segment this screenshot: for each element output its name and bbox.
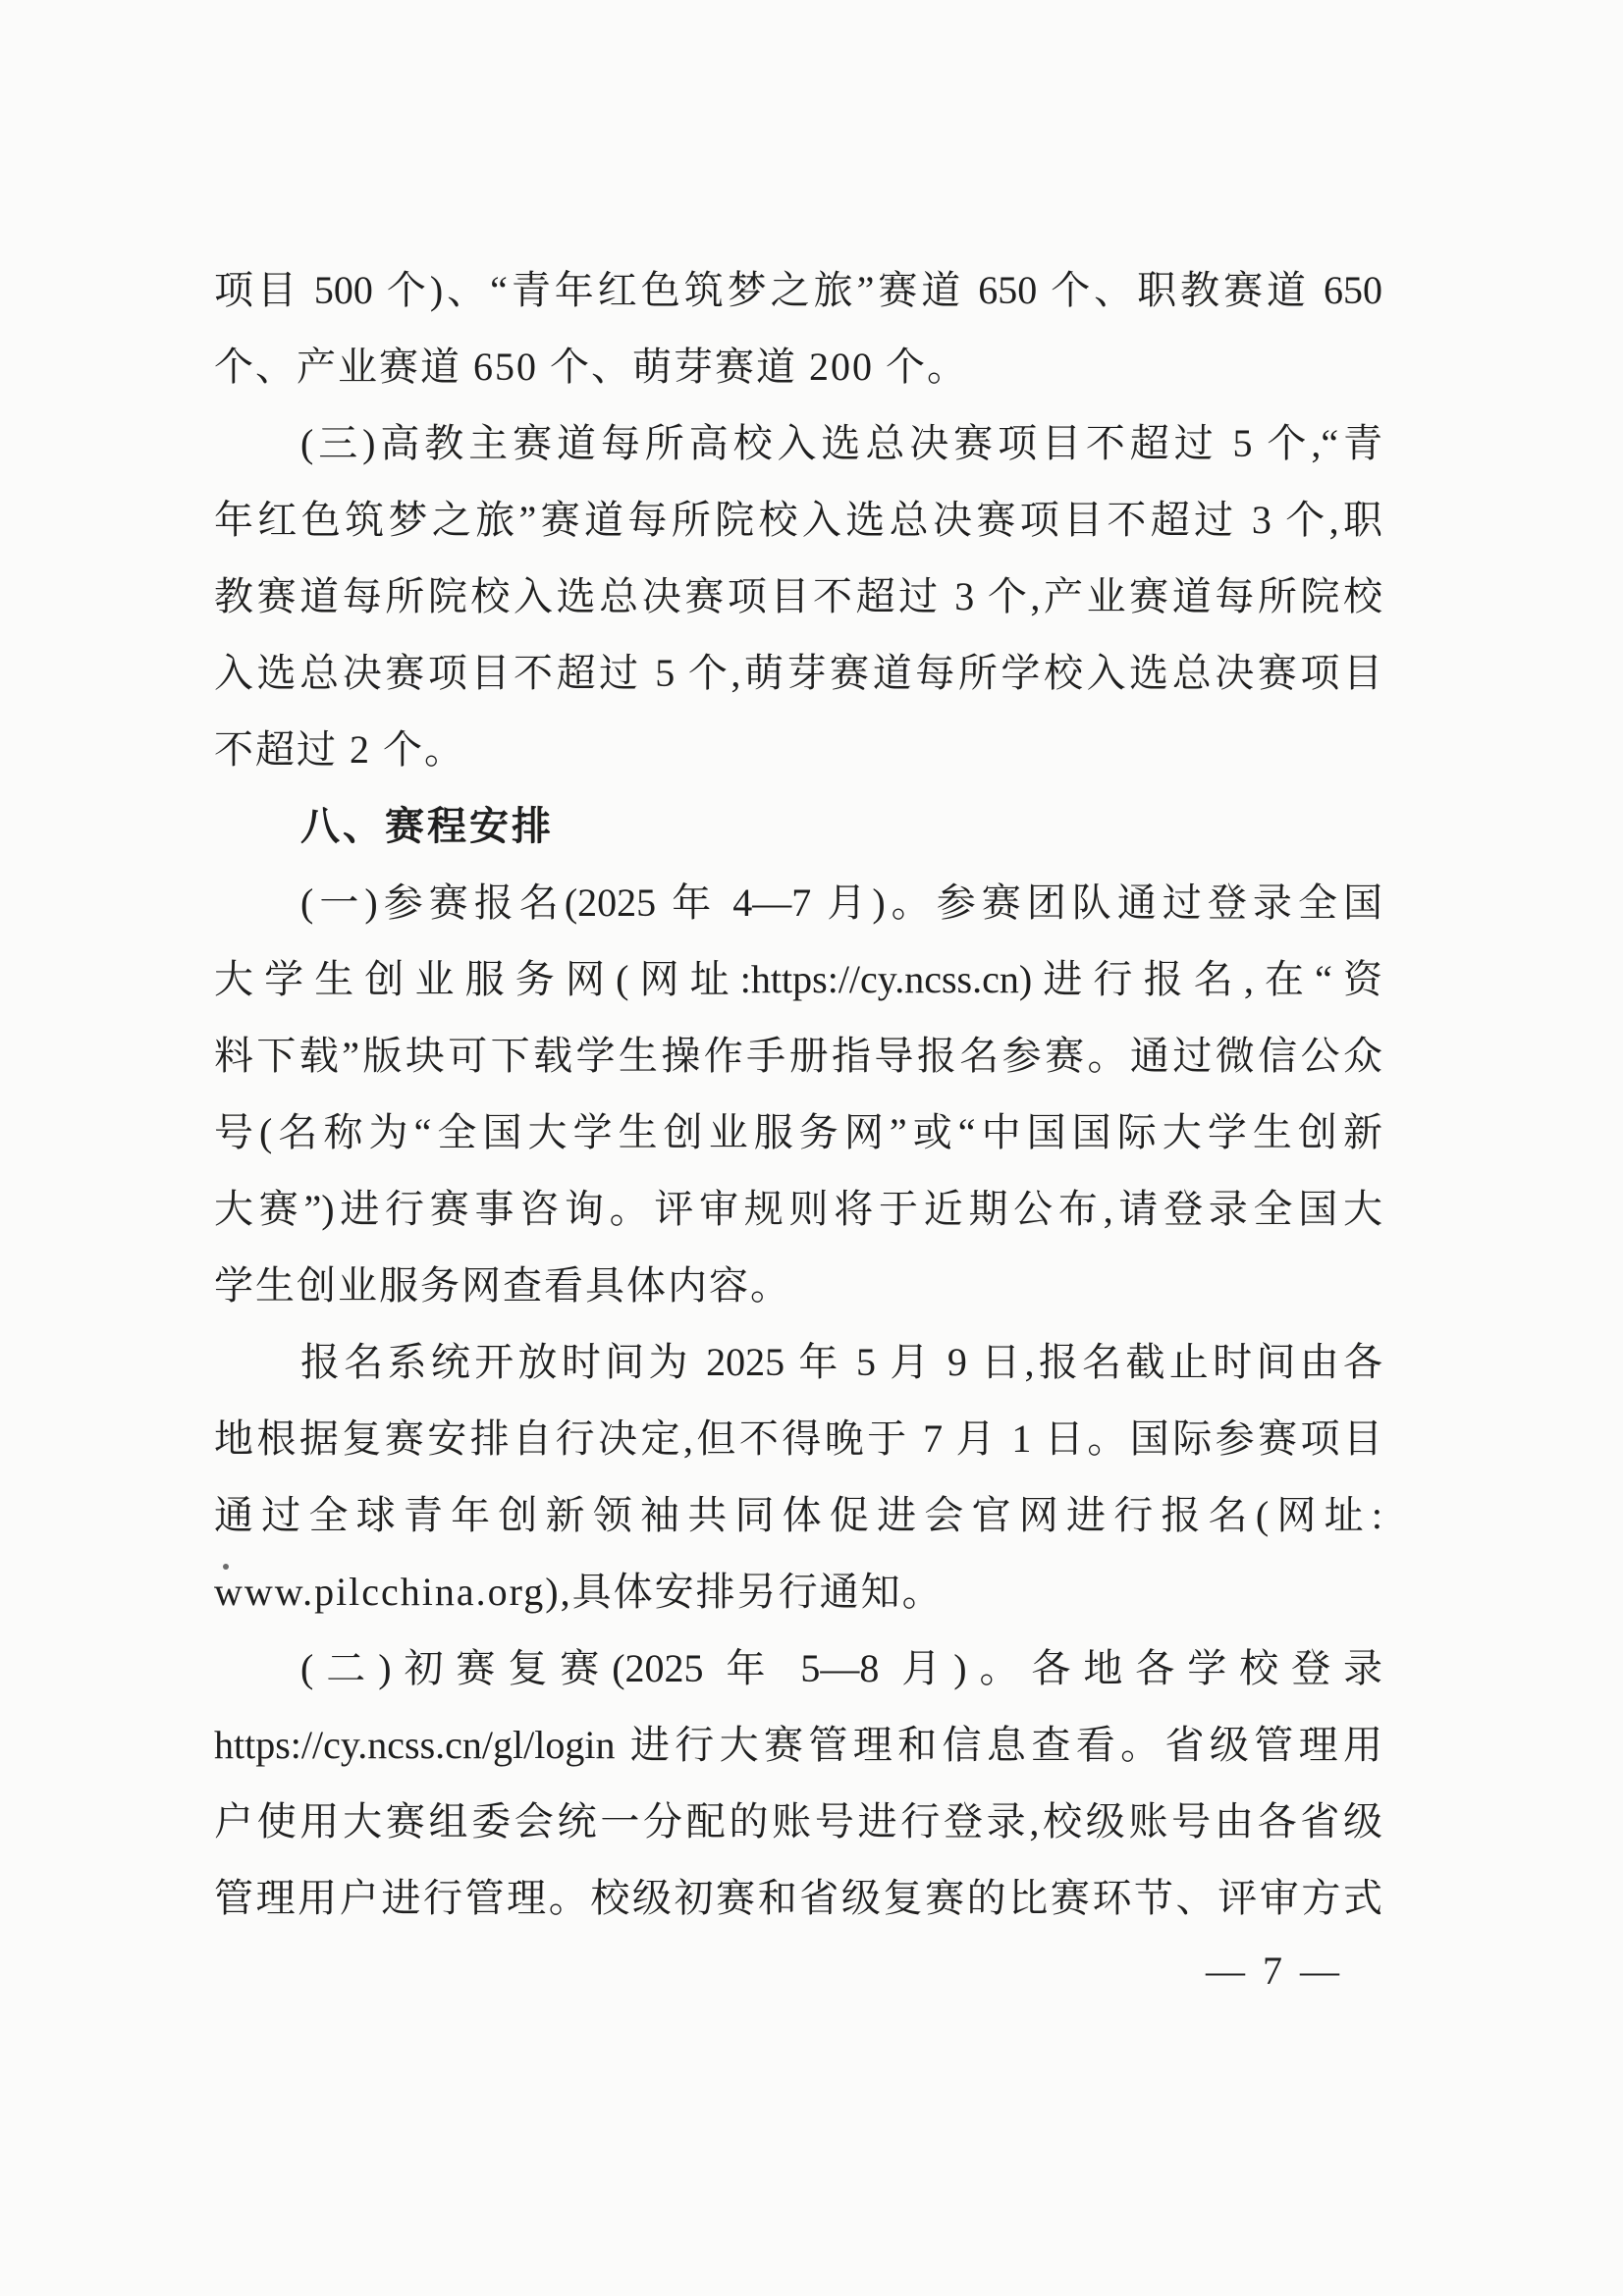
text-line: 管理用户进行管理。校级初赛和省级复赛的比赛环节、评审方式 xyxy=(214,1876,1382,1920)
text-line: (一)参赛报名(2025 年 4—7 月)。参赛团队通过登录全国 xyxy=(300,881,1382,925)
text-line: 大赛”)进行赛事咨询。评审规则将于近期公布,请登录全国大 xyxy=(214,1187,1382,1231)
text-line: 大学生创业服务网(网址:https://cy.ncss.cn)进行报名,在“资 xyxy=(214,957,1382,1001)
scan-artifact-dot xyxy=(223,1564,229,1570)
text-line: 地根据复赛安排自行决定,但不得晚于 7 月 1 日。国际参赛项目 xyxy=(214,1416,1382,1461)
text-line: (三)高教主赛道每所高校入选总决赛项目不超过 5 个,“青 xyxy=(300,421,1382,465)
text-line: 报名系统开放时间为 2025 年 5 月 9 日,报名截止时间由各 xyxy=(300,1340,1382,1384)
text-line: 户使用大赛组委会统一分配的账号进行登录,校级账号由各省级 xyxy=(214,1799,1382,1843)
text-line: 入选总决赛项目不超过 5 个,萌芽赛道每所学校入选总决赛项目 xyxy=(214,651,1382,695)
text-line: 学生创业服务网查看具体内容。 xyxy=(214,1263,791,1308)
text-line: 料下载”版块可下载学生操作手册指导报名参赛。通过微信公众 xyxy=(214,1034,1382,1078)
document-body xyxy=(214,252,1382,1937)
text-line: (二)初赛复赛(2025 年 5—8 月)。各地各学校登录 xyxy=(300,1646,1382,1690)
text-line: 项目 500 个)、“青年红色筑梦之旅”赛道 650 个、职教赛道 650 xyxy=(214,268,1382,312)
page-number: — 7 — xyxy=(1206,1949,1343,1993)
text-line: 个、产业赛道 650 个、萌芽赛道 200 个。 xyxy=(214,345,968,389)
section-heading: 八、赛程安排 xyxy=(300,804,554,848)
text-line: www.pilcchina.org),具体安排另行通知。 xyxy=(214,1570,944,1614)
text-line: 不超过 2 个。 xyxy=(214,727,465,772)
text-line: https://cy.ncss.cn/gl/login 进行大赛管理和信息查看。省级管理用 xyxy=(214,1723,1382,1767)
text-line: 通过全球青年创新领袖共同体促进会官网进行报名(网址: xyxy=(214,1493,1382,1537)
text-line: 教赛道每所院校入选总决赛项目不超过 3 个,产业赛道每所院校 xyxy=(214,574,1382,618)
text-line: 年红色筑梦之旅”赛道每所院校入选总决赛项目不超过 3 个,职 xyxy=(214,498,1382,542)
text-line: 号(名称为“全国大学生创业服务网”或“中国国际大学生创新 xyxy=(214,1110,1382,1154)
